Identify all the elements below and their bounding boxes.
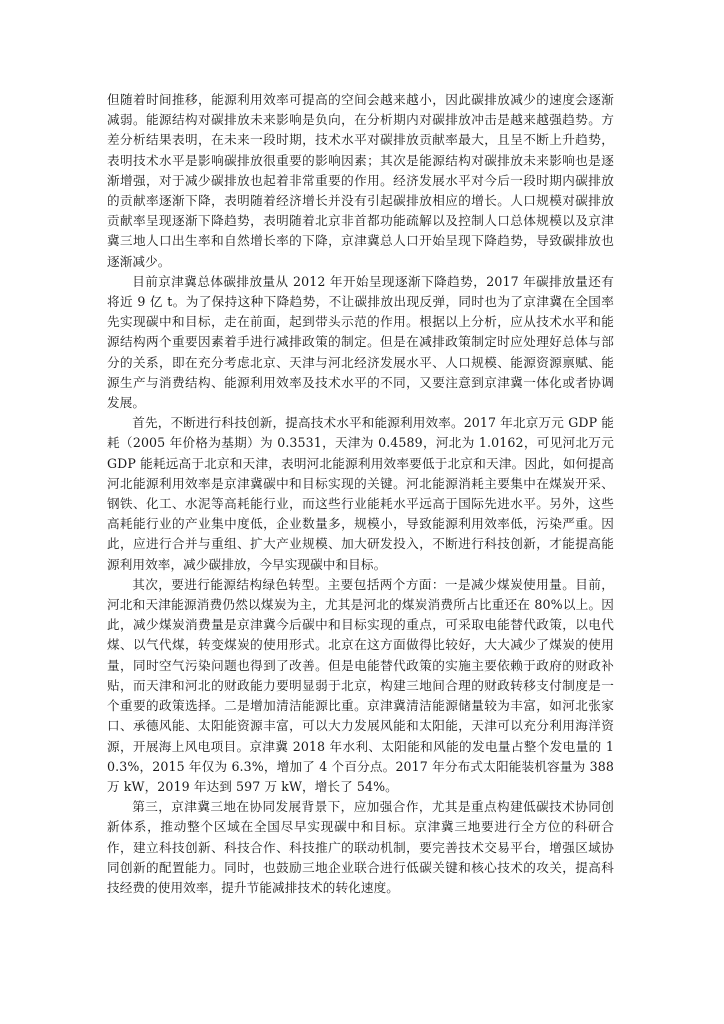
document-body bbox=[107, 90, 614, 898]
paragraph-first-measure: 首先，不断进行科技创新，提高技术水平和能源利用效率。2017 年北京万元 GDP 能耗（2005 年价格为基期）为 0.3531，天津为 0.4589，河北为 1.0162，可见河北万元 GDP 能耗远高于北京和天津，表明河北能源利用效率要低于北京和天津。因此，如何提高河北能源利用效率是京津冀碳中和目标实现的关键。河北能源消耗主要集中在煤炭开采、钢铁、化工、水泥等高耗能行业，而这些行业能耗水平远高于国际先进水平。另外，这些高耗能行业的产业集中度低，企业数量多，规模小，导致能源利用效率低，污染严重。因此，应进行合并与重组、扩大产业规模、加大研发投入，不断进行科技创新，才能提高能源利用效率，减少碳排放，今早实现碳中和目标。 bbox=[107, 415, 614, 572]
paragraph-third-measure: 第三，京津冀三地在协同发展背景下，应加强合作，尤其是重点构建低碳技术协同创新体系，推动整个区域在全国尽早实现碳中和目标。京津冀三地要进行全方位的科研合作，建立科技创新、科技合作、科技推广的联动机制，要完善技术交易平台，增强区域协同创新的配置能力。同时，也鼓励三地企业联合进行低碳关键和核心技术的攻关，提高科技经费的使用效率，提升节能减排技术的转化速度。 bbox=[107, 799, 614, 895]
paragraph-current-emissions: 目前京津冀总体碳排放量从 2012 年开始呈现逐渐下降趋势，2017 年碳排放量还有将近 9 亿 t。为了保持这种下降趋势，不让碳排放出现反弹，同时也为了京津冀在全国率先实现碳中和目标，走在前面，起到带头示范的作用。根据以上分析，应从技术水平和能源结构两个重要因素着手进行减排政策的制定。但是在减排政策制定时应处理好总体与部分的关系，即在充分考虑北京、天津与河北经济发展水平、人口规模、能源资源禀赋、能源生产与消费结构、能源利用效率及技术水平的不同，又要注意到京津冀一体化或者协调发展。 bbox=[107, 273, 614, 411]
paragraph-second-measure: 其次，要进行能源结构绿色转型。主要包括两个方面：一是减少煤炭使用量。目前，河北和天津能源消费仍然以煤炭为主，尤其是河北的煤炭消费所占比重还在 80%以上。因此，减少煤炭消费量是京津冀今后碳中和目标实现的重点，可采取电能替代政策，以电代煤、以气代煤，转变煤炭的使用形式。北京在这方面做得比较好，大大减少了煤炭的使用量，同时空气污染问题也得到了改善。但是电能替代政策的实施主要依赖于政府的财政补贴，而天津和河北的财政能力要明显弱于北京，构建三地间合理的财政转移支付制度是一个重要的政策选择。二是增加清洁能源比重。京津冀清洁能源储量较为丰富，如河北张家口、承德风能、太阳能资源丰富，可以大力发展风能和太阳能，天津可以充分利用海洋资源，开展海上风电项目。京津冀 2018 年水利、太阳能和风能的发电量占整个发电量的 10.3%，2015 年仅为 6.3%，增加了 4 个百分点。2017 年分布式太阳能装机容量为 388 万 kW，2019 年达到 597 万 kW，增长了 54%。 bbox=[107, 576, 614, 794]
paragraph-continuation: 但随着时间推移，能源利用效率可提高的空间会越来越小，因此碳排放减少的速度会逐渐减弱。能源结构对碳排放未来影响是负向，在分析期内对碳排放冲击是越来越强趋势。方差分析结果表明，在未来一段时期，技术水平对碳排放贡献率最大，且呈不断上升趋势，表明技术水平是影响碳排放很重要的影响因素；其次是能源结构对碳排放未来影响也是逐渐增强，对于减少碳排放也起着非常重要的作用。经济发展水平对今后一段时期内碳排放的贡献率逐渐下降，表明随着经济增长并没有引起碳排放相应的增长。人口规模对碳排放贡献率呈现逐渐下降趋势，表明随着北京非首都功能疏解以及控制人口总体规模以及京津冀三地人口出生率和自然增长率的下降，京津冀总人口开始呈现下降趋势，导致碳排放也逐渐减少。 bbox=[107, 92, 614, 269]
